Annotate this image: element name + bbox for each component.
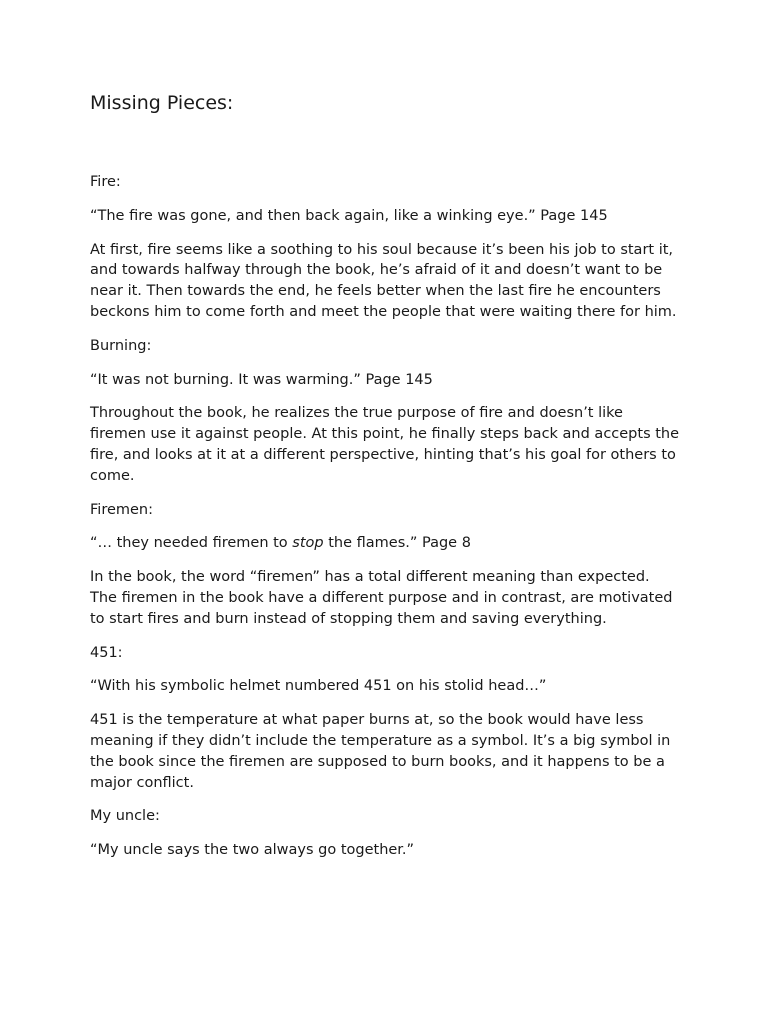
section-heading-burning: Burning: bbox=[90, 337, 152, 354]
analysis-burning: Throughout the book, he realizes the true purpose of fire and doesn’t like firemen use it against people. At this point, he finally steps back and accepts the fire, and looks at it at a different perspective, hinting that’s his goal for others to come. bbox=[90, 405, 680, 484]
section-heading-my-uncle: My uncle: bbox=[90, 808, 160, 825]
quote-fire: “The fire was gone, and then back again, like a winking eye.” Page 145 bbox=[90, 207, 608, 224]
page-title: Missing Pieces: bbox=[90, 92, 234, 114]
quote-firemen-end: the flames.” Page 8 bbox=[323, 535, 471, 552]
section-heading-451: 451: bbox=[90, 644, 123, 661]
quote-my-uncle: “My uncle says the two always go together.” bbox=[90, 842, 415, 859]
analysis-firemen: In the book, the word “firemen” has a total different meaning than expected. The firemen in the book have a different purpose and in contrast, are motivated to start fires and burn instead of stopping them and saving everything. bbox=[90, 569, 673, 627]
document-body bbox=[90, 172, 680, 874]
quote-firemen-start: “… they needed firemen to bbox=[90, 535, 293, 552]
quote-firemen bbox=[90, 533, 680, 554]
analysis-451: 451 is the temperature at what paper burns at, so the book would have less meaning if they didn’t include the temperature as a symbol. It’s a big symbol in the book since the firemen are supposed to burn books, and it happens to be a major conflict. bbox=[90, 712, 671, 791]
section-heading-firemen: Firemen: bbox=[90, 501, 153, 518]
analysis-fire: At first, fire seems like a soothing to his soul because it’s been his job to start it, and towards halfway through the book, he’s afraid of it and doesn’t want to be near it. Then towards the end, he feels better when the last fire he encounters beckons him to come forth and meet the people that were waiting there for him. bbox=[90, 241, 677, 320]
quote-451: “With his symbolic helmet numbered 451 on his stolid head…” bbox=[90, 678, 547, 695]
quote-burning: “It was not burning. It was warming.” Page 145 bbox=[90, 371, 433, 388]
quote-firemen-emphasis: stop bbox=[292, 535, 324, 552]
section-heading-fire: Fire: bbox=[90, 174, 121, 190]
